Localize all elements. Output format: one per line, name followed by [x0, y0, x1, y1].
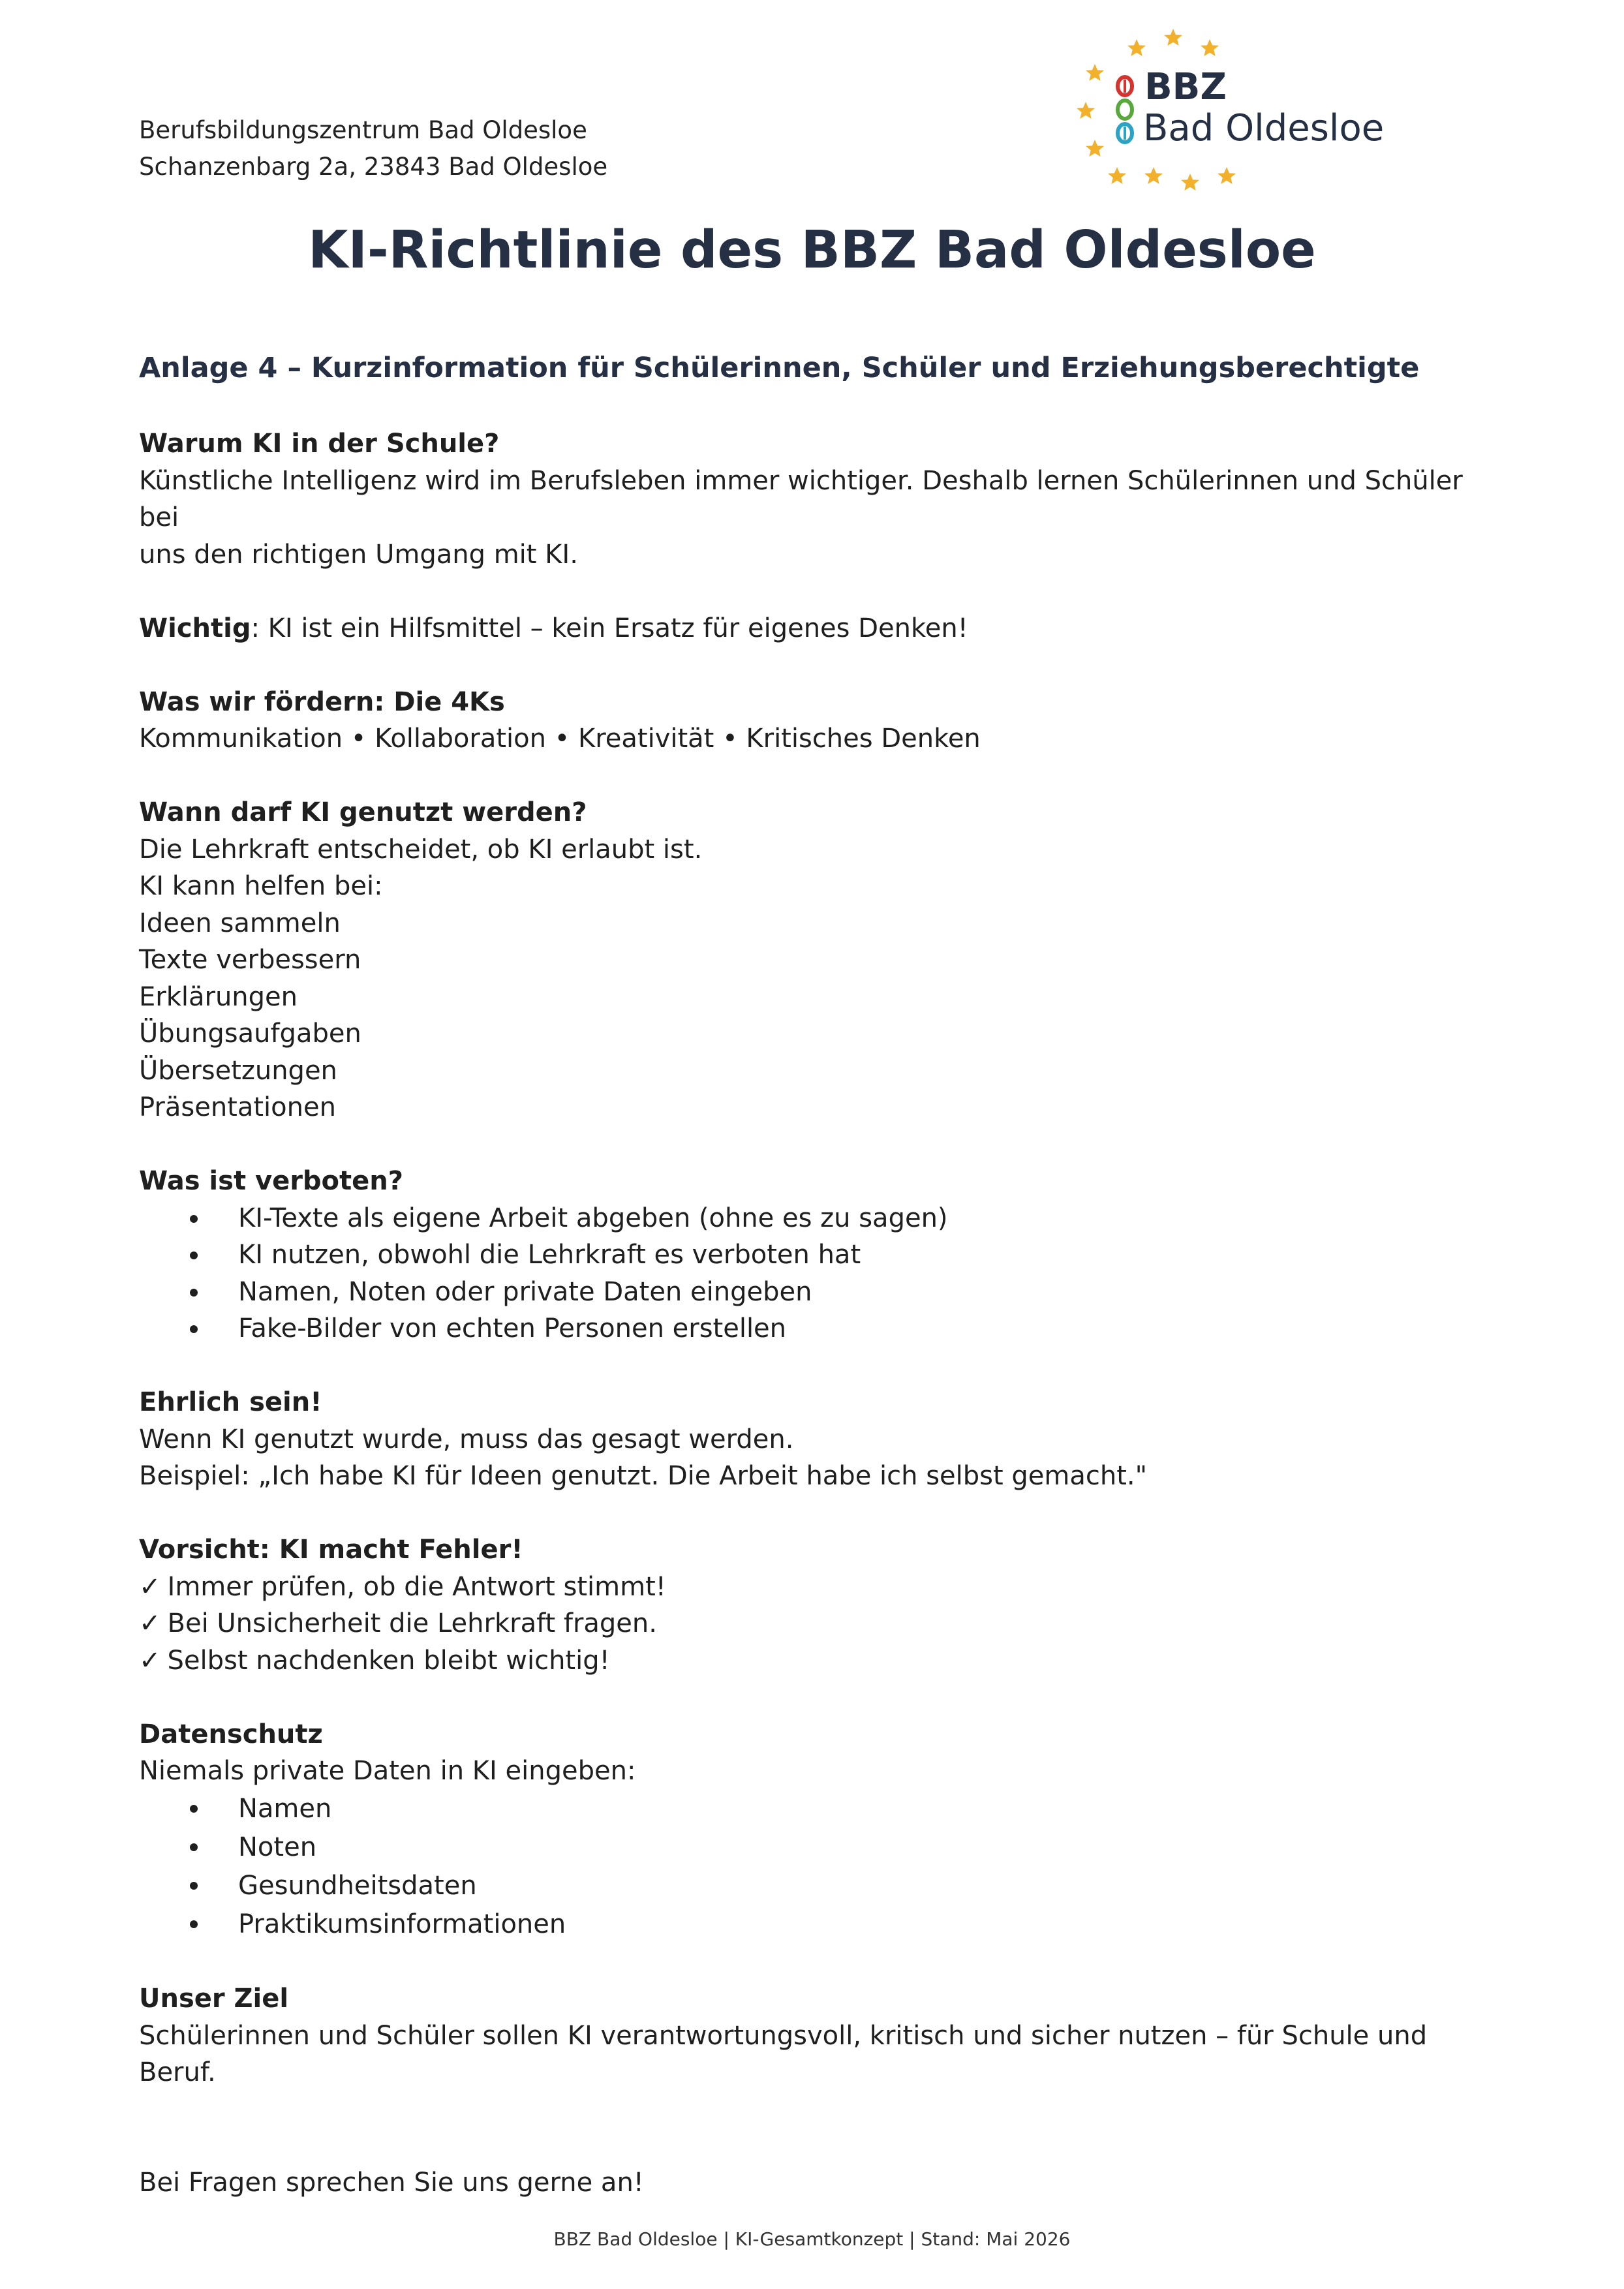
paragraph-line: Schülerinnen und Schüler sollen KI verantwortungsvoll, kritisch und sicher nutzen – für Schule und Beruf. — [139, 2020, 1428, 2087]
section-datenschutz — [139, 1716, 1509, 1944]
document-title: KI-Richtlinie des BBZ Bad Oldesloe — [308, 220, 1316, 280]
page-footer: BBZ Bad Oldesloe | KI-Gesamtkonzept | Stand: Mai 2026 — [553, 2228, 1071, 2250]
logo-traffic-dots — [1118, 77, 1132, 142]
section-wann — [139, 794, 1509, 1126]
check-item: ✓ Bei Unsicherheit die Lehrkraft fragen. — [139, 1605, 1509, 1642]
section-wichtig — [139, 610, 1509, 647]
section-verboten — [139, 1163, 1509, 1347]
list-item: Übersetzungen — [139, 1055, 337, 1086]
address-line-2: Schanzenbarg 2a, 23843 Bad Oldesloe — [139, 153, 608, 181]
section-heading: Datenschutz — [139, 1719, 323, 1749]
section-heading: Wann darf KI genutzt werden? — [139, 797, 587, 827]
document-subtitle: Anlage 4 – Kurzinformation für Schülerinnen, Schüler und Erziehungsberechtigte — [139, 352, 1420, 384]
section-ziel — [139, 1980, 1509, 2091]
spacer — [139, 2128, 1509, 2164]
closing-line: Bei Fragen sprechen Sie uns gerne an! — [139, 2168, 644, 2198]
check-item: ✓ Immer prüfen, ob die Antwort stimmt! — [139, 1569, 1509, 1606]
section-heading: Vorsicht: KI macht Fehler! — [139, 1535, 523, 1565]
paragraph-line: KI kann helfen bei: — [139, 871, 383, 901]
section-heading: Was wir fördern: Die 4Ks — [139, 686, 505, 717]
document-body — [139, 425, 1509, 2202]
bullet-item: KI nutzen, obwohl die Lehrkraft es verboten hat — [139, 1237, 1509, 1274]
list-item: Erklärungen — [139, 981, 298, 1012]
bullet-item: Namen, Noten oder private Daten eingeben — [139, 1274, 1509, 1311]
bullet-item: Fake-Bilder von echten Personen erstellen — [139, 1310, 1509, 1347]
privacy-list — [139, 1790, 1509, 1944]
section-heading: Warum KI in der Schule? — [139, 429, 500, 459]
paragraph-line: Kommunikation • Kollaboration • Kreativität • Kritisches Denken — [139, 724, 981, 754]
forbidden-list — [139, 1200, 1509, 1347]
section-warum — [139, 425, 1509, 573]
logo-text-bbz: BBZ — [1144, 66, 1227, 108]
list-item: Texte verbessern — [139, 945, 361, 975]
list-item: Übungsaufgaben — [139, 1019, 361, 1049]
paragraph-line: uns den richtigen Umgang mit KI. — [139, 539, 578, 570]
section-ehrlich — [139, 1384, 1509, 1495]
bullet-item: Gesundheitsdaten — [139, 1867, 1509, 1905]
logo-text-place: Bad Oldesloe — [1143, 107, 1385, 149]
section-heading: Was ist verboten? — [139, 1166, 403, 1196]
section-heading: Ehrlich sein! — [139, 1387, 322, 1417]
paragraph-line: Beispiel: „Ich habe KI für Ideen genutzt. Die Arbeit habe ich selbst gemacht." — [139, 1461, 1147, 1491]
section-vorsicht — [139, 1531, 1509, 1679]
bullet-item: Namen — [139, 1790, 1509, 1828]
paragraph-line: Wenn KI genutzt wurde, muss das gesagt werden. — [139, 1424, 794, 1454]
bullet-item: KI-Texte als eigene Arbeit abgeben (ohne es zu sagen) — [139, 1200, 1509, 1237]
paragraph-line: Künstliche Intelligenz wird im Berufsleben immer wichtiger. Deshalb lernen Schülerinnen und Schüler bei — [139, 465, 1463, 532]
wichtig-label: Wichtig — [139, 613, 251, 643]
check-item: ✓ Selbst nachdenken bleibt wichtig! — [139, 1642, 1509, 1680]
wichtig-text: : KI ist ein Hilfsmittel – kein Ersatz für eigenes Denken! — [251, 613, 968, 643]
bullet-item: Noten — [139, 1828, 1509, 1867]
list-item: Ideen sammeln — [139, 908, 341, 938]
address-line-1: Berufsbildungszentrum Bad Oldesloe — [139, 116, 587, 144]
paragraph-line: Die Lehrkraft entscheidet, ob KI erlaubt ist. — [139, 834, 703, 865]
paragraph-line: Niemals private Daten in KI eingeben: — [139, 1756, 636, 1786]
bbz-logo-graphic — [1070, 20, 1435, 202]
section-4ks — [139, 684, 1509, 758]
section-heading: Unser Ziel — [139, 1984, 289, 2014]
school-address — [139, 112, 607, 185]
bullet-item: Praktikumsinformationen — [139, 1905, 1509, 1944]
list-item: Präsentationen — [139, 1092, 336, 1122]
bbz-logo — [1070, 20, 1435, 202]
